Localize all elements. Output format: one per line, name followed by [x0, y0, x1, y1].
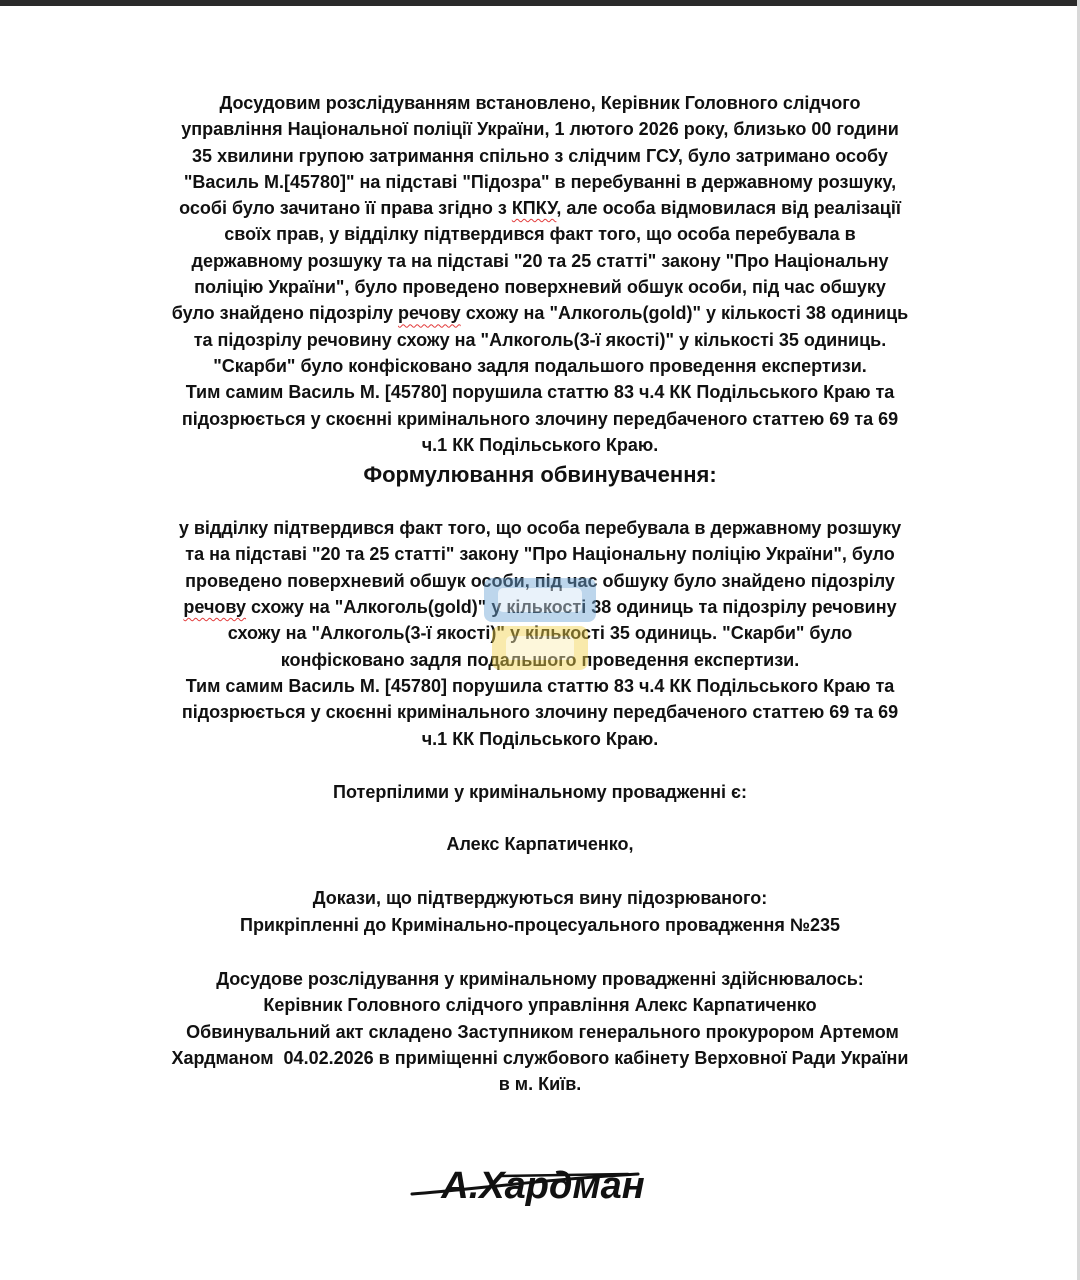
investigation-line: Досудове розслідування у кримінальному провадженні здійснювалось: — [216, 969, 864, 990]
findings-line: управління Національної поліції України, 1 лютого 2026 року, близько 00 години — [181, 119, 899, 140]
findings-line: "Скарби" було конфісковано задля подальшого проведення експертизи. — [213, 355, 867, 376]
text-segment: схожу на "Алкоголь(gold)" у кількості 38 одиниць та підозрілу речовину — [246, 597, 897, 618]
findings-line: своїх прав, у відділку підтвердився факт того, що особа перебувала в — [224, 224, 856, 245]
charge-line: та на підставі "20 та 25 статті" закону "Про Національну поліцію України", було — [185, 544, 895, 565]
signature-text: А.Хардман — [441, 1165, 645, 1207]
charge-line: проведено поверхневий обшук особи, під час обшуку було знайдено підозрілу — [185, 570, 895, 591]
investigation-line: Обвинувальний акт складено Заступником генерального прокурором Артемом — [181, 1021, 899, 1042]
spacer — [0, 938, 1080, 966]
charge-line: схожу на "Алкоголь(3-ї якості)" у кількості 35 одиниць. "Скарби" було — [227, 623, 853, 644]
victims-label: Потерпілими у кримінальному провадженні є: — [333, 781, 747, 802]
findings-line: державному розшуку та на підставі "20 та 25 статті" закону "Про Національну — [191, 250, 889, 271]
spellcheck-word: речову — [183, 597, 247, 618]
signature-mark — [408, 1160, 678, 1210]
findings-line: підозрюється у скоєнні кримінального злочину передбаченого статтею 69 та 69 — [181, 408, 899, 429]
findings-line: "Василь М.[45780]" на підставі "Підозра" в перебуванні в державному розшуку, — [183, 171, 897, 192]
charge-line: конфісковано задля подальшого проведення експертизи. — [280, 649, 800, 670]
charge-line — [0, 594, 1080, 620]
text-segment: схожу на "Алкоголь(gold)" у кількості 38 одиниць — [460, 303, 909, 324]
findings-line: 35 хвилини групою затримання спільно з слідчим ГСУ, було затримано особу — [192, 145, 888, 166]
investigation-section — [0, 966, 1080, 1097]
spacer — [0, 805, 1080, 831]
investigation-line: Керівник Головного слідчого управління Алекс Карпатиченко — [263, 995, 817, 1016]
charge-line: ч.1 КК Подільського Краю. — [421, 728, 659, 749]
findings-line: та підозрілу речовину схожу на "Алкоголь(3-ї якості)" у кількості 35 одиниць. — [193, 329, 887, 350]
evidence-text: Прикріпленні до Кримінально-процесуального провадження №235 — [240, 914, 840, 935]
findings-line: Тим самим Василь М. [45780] порушила статтю 83 ч.4 КК Подільського Краю та — [185, 382, 895, 403]
paragraph-charge — [0, 515, 1080, 752]
text-segment: було знайдено підозрілу — [171, 303, 399, 324]
findings-line: Досудовим розслідуванням встановлено, Керівник Головного слідчого — [219, 93, 861, 113]
findings-line — [0, 300, 1080, 326]
charge-line: Тим самим Василь М. [45780] порушила статтю 83 ч.4 КК Подільського Краю та — [185, 675, 895, 696]
text-segment: , але особа відмовилася від реалізації — [556, 198, 901, 219]
signature — [408, 1160, 678, 1210]
investigation-line: Хардманом 04.02.2026 в приміщенні службового кабінету Верховної Ради України — [171, 1047, 909, 1068]
charge-line: у відділку підтвердився факт того, що особа перебувала в державному розшуку — [178, 518, 902, 539]
paragraph-findings — [0, 90, 1080, 458]
findings-line — [0, 195, 1080, 221]
charge-line: підозрюється у скоєнні кримінального злочину передбаченого статтею 69 та 69 — [181, 702, 899, 723]
document-body — [0, 90, 1080, 1098]
spellcheck-word: КПКУ — [511, 198, 557, 219]
spellcheck-word: речову — [398, 303, 461, 324]
findings-line: поліцію України", було проведено поверхневий обшук особи, під час обшуку — [194, 277, 886, 298]
spacer — [0, 857, 1080, 885]
findings-line: ч.1 КК Подільського Краю. — [421, 434, 659, 455]
victims-section — [0, 779, 1080, 858]
charge-heading: Формулювання обвинувачення: — [363, 462, 717, 488]
victim-name: Алекс Карпатиченко, — [446, 834, 634, 855]
text-segment: особі було зачитано її права згідно з — [179, 198, 512, 219]
top-edge — [0, 0, 1080, 6]
investigation-line: в м. Київ. — [498, 1074, 582, 1095]
evidence-label: Докази, що підтверджуються вину підозрюваного: — [312, 888, 768, 909]
evidence-section — [0, 885, 1080, 938]
